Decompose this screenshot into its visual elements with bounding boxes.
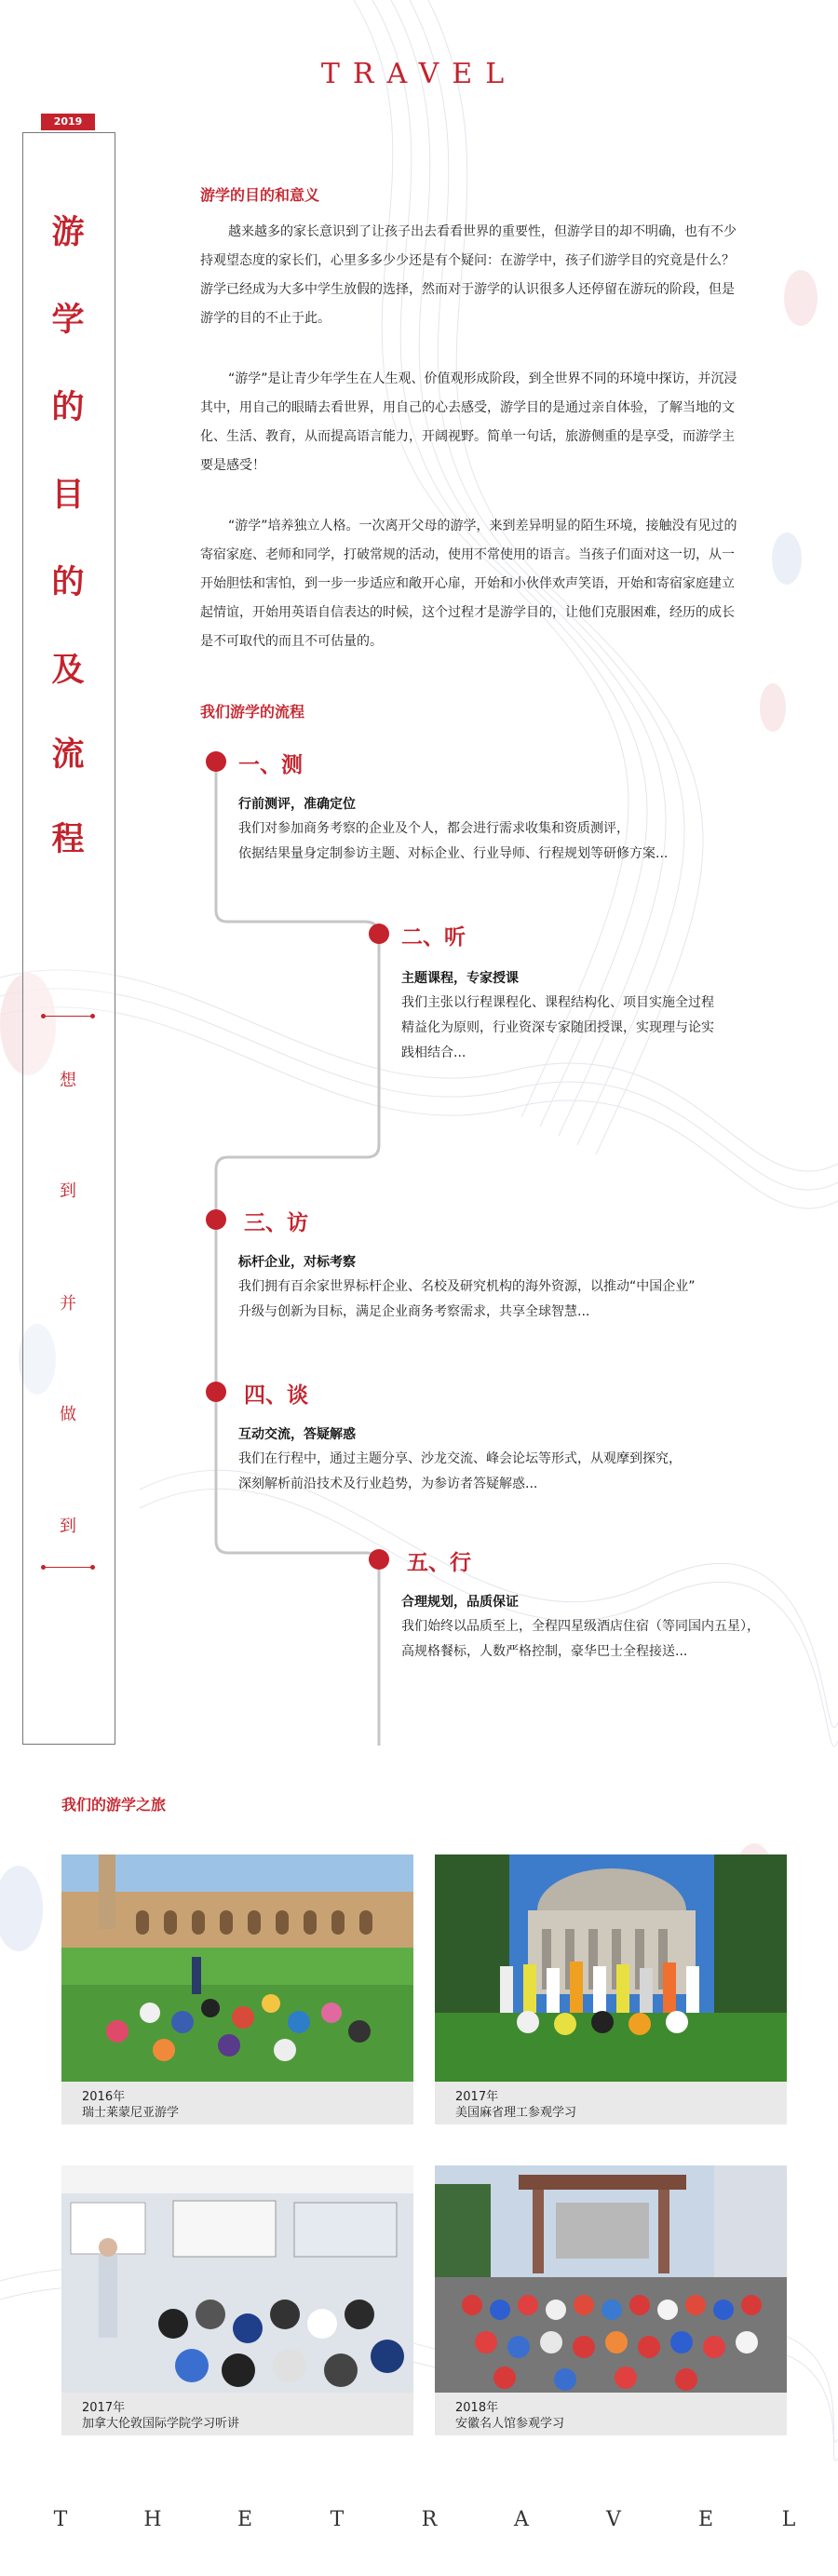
journey-caption <box>61 2082 413 2124</box>
step-line: 深刻解析前沿技术及行业趋势，为参访者答疑解惑... <box>238 1477 538 1491</box>
footer-letter: H <box>143 2508 162 2531</box>
footer-letter: T <box>53 2508 68 2531</box>
step-title: 三、访 <box>244 1211 308 1235</box>
sidebar-title-char: 的 <box>51 389 85 426</box>
sidebar-title-char: 程 <box>51 821 85 858</box>
footer-letter: A <box>514 2508 529 2531</box>
year-badge: 2019 <box>41 114 95 130</box>
journey-caption <box>435 2393 787 2435</box>
footer-letter: E <box>237 2508 253 2531</box>
step-dot <box>206 1209 226 1230</box>
footer-letter: L <box>781 2508 796 2531</box>
step-line: 精益化为原则，行业资深专家随团授课，实现理与论实 <box>401 1020 714 1035</box>
slogan-char: 到 <box>60 1517 76 1536</box>
journey-photo-2017-canada <box>61 2165 413 2393</box>
journey-name: 美国麻省理工参观学习 <box>455 2106 577 2120</box>
step-line: 践相结合... <box>401 1045 466 1060</box>
sidebar-title-char: 游 <box>51 214 85 251</box>
slogan-char: 做 <box>60 1405 76 1424</box>
step-line: 我们对参加商务考察的企业及个人，都会进行需求收集和资质测评， <box>238 821 629 836</box>
slogan-char: 想 <box>60 1071 76 1090</box>
step-dot <box>369 924 389 944</box>
sidebar-title-char: 学 <box>51 302 85 339</box>
page-title: TRAVEL <box>320 58 518 90</box>
purpose-paragraph: “游学”培养独立人格。一次离开父母的游学，来到差异明显的陌生环境，接触没有见过的寄宿家庭、老师和同学，打破常规的活动，使用不常使用的语言。当孩子们面对这一切，从一开始胆怯和害怕，到一步一步适应和敞开心扉，开始和小伙伴欢声笑语，开始和寄宿家庭建立起情谊，开始用英语自信表达的时候，这个过程才是游学目的，让他们克服困难，经历的成长是不可取代的而且不可估量的。 <box>200 519 737 649</box>
journey-caption <box>61 2393 413 2435</box>
purpose-paragraph: 越来越多的家长意识到了让孩子出去看看世界的重要性，但游学目的却不明确，也有不少持观望态度的家长们，心里多多少少还是有个疑问：在游学中，孩子们游学目的究竟是什么？游学已经成为大多中学生放假的选择，然而对于游学的认识很多人还停留在游玩的阶段，但是游学的目的不止于此。 <box>200 224 737 326</box>
journey-name: 安徽名人馆参观学习 <box>455 2417 565 2431</box>
step-title: 一、测 <box>238 753 303 777</box>
journeys-heading: 我们的游学之旅 <box>61 1796 167 1814</box>
purpose-paragraph: “游学”是让青少年学生在人生观、价值观形成阶段，到全世界不同的环境中探访，并沉浸其中，用自己的眼睛去看世界，用自己的心去感受，游学目的是通过亲自体验，了解当地的文化、生活、教育，从而提高语言能力，开阔视野。简单一句话，旅游侧重的是享受，而游学主要是感受！ <box>200 371 737 473</box>
purpose-heading: 游学的目的和意义 <box>200 186 320 204</box>
journey-year: 2017年 <box>455 2090 499 2104</box>
step-subtitle: 行前测评，准确定位 <box>238 797 356 812</box>
step-dot <box>369 1549 389 1570</box>
sidebar-title-char: 及 <box>51 652 85 689</box>
journey-name: 加拿大伦敦国际学院学习听讲 <box>82 2417 240 2431</box>
journey-year: 2018年 <box>455 2401 499 2415</box>
journey-name: 瑞士莱蒙尼亚游学 <box>82 2106 180 2120</box>
journey-photo-2018 <box>435 2165 787 2393</box>
step-dot <box>206 1382 226 1402</box>
step-line: 依据结果量身定制参访主题、对标企业、行业导师、行程规划等研修方案... <box>238 846 669 861</box>
process-heading: 我们游学的流程 <box>200 703 305 721</box>
journey-year: 2016年 <box>82 2090 126 2104</box>
step-title: 五、行 <box>407 1551 471 1575</box>
step-line: 我们拥有百余家世界标杆企业、名校及研究机构的海外资源，以推动“中国企业” <box>238 1279 696 1294</box>
slogan-char: 到 <box>60 1181 76 1201</box>
footer-letter: R <box>421 2508 438 2531</box>
journey-photo-2016 <box>61 1854 413 2082</box>
step-description <box>238 816 760 867</box>
step-description <box>401 1614 830 1665</box>
step-line: 升级与创新为目标，满足企业商务考察需求，共享全球智慧... <box>238 1304 590 1319</box>
footer-letter: T <box>330 2508 345 2531</box>
slogan-char: 并 <box>60 1294 76 1314</box>
footer-letter: E <box>697 2508 714 2531</box>
step-description <box>401 991 792 1066</box>
step-title: 二、听 <box>401 925 466 950</box>
sidebar-title-char: 的 <box>51 564 85 601</box>
step-subtitle: 合理规划，品质保证 <box>401 1595 519 1610</box>
step-title: 四、谈 <box>244 1383 308 1408</box>
memorial-hall-image <box>435 2165 787 2393</box>
mit-dome-image <box>435 1854 787 2082</box>
step-description <box>238 1447 797 1497</box>
sidebar-title-char: 目 <box>51 477 85 514</box>
classroom-image <box>61 2165 413 2393</box>
step-line: 我们主张以行程课程化、课程结构化、项目实施全过程 <box>401 995 714 1010</box>
footer-letter: V <box>606 2508 621 2531</box>
step-subtitle: 标杆企业，对标考察 <box>238 1255 356 1270</box>
step-subtitle: 主题课程，专家授课 <box>401 971 519 986</box>
step-line: 我们始终以品质至上，全程四星级酒店住宿（等同国内五星）， <box>401 1619 760 1634</box>
sidebar-title-char: 流 <box>51 736 85 774</box>
step-line: 高规格餐标，人数严格控制，豪华巴士全程接送... <box>401 1644 688 1659</box>
campus-lawn-image <box>61 1854 413 2082</box>
step-description <box>238 1275 797 1325</box>
journey-photo-2017-mit <box>435 1854 787 2082</box>
journey-caption <box>435 2082 787 2124</box>
step-line: 我们在行程中，通过主题分享、沙龙交流、峰会论坛等形式，从观摩到探究， <box>238 1451 682 1466</box>
step-dot <box>206 751 226 772</box>
step-subtitle: 互动交流，答疑解惑 <box>238 1427 356 1442</box>
journey-year: 2017年 <box>82 2401 126 2415</box>
